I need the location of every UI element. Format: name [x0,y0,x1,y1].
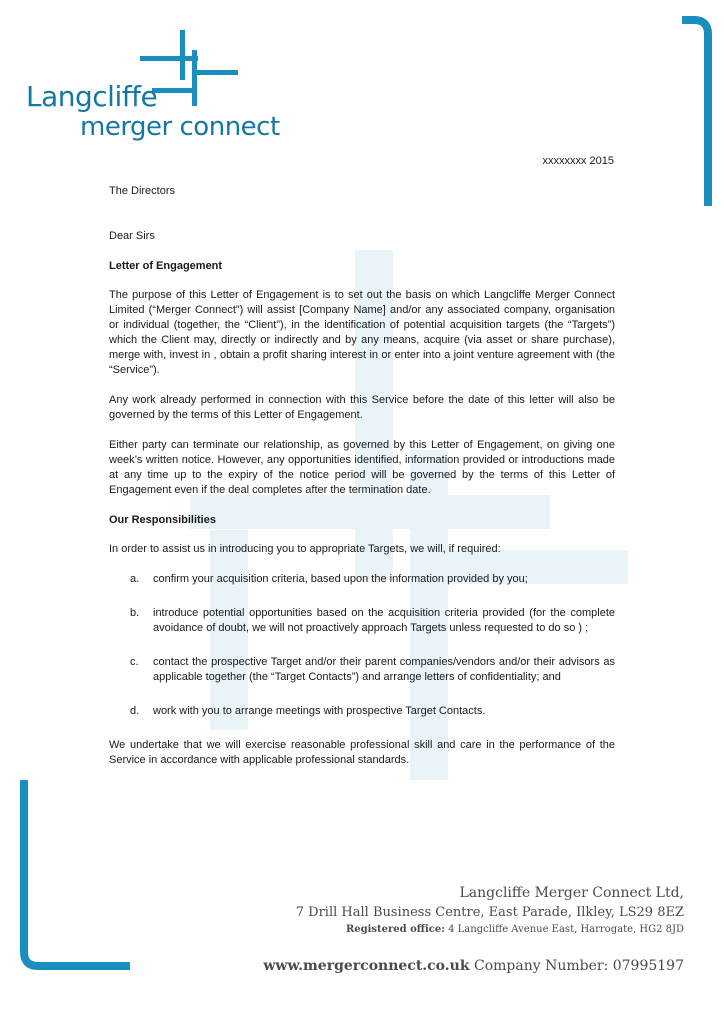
corner-bracket-top-right [682,16,712,206]
footer-registered-office [263,922,684,938]
list-item-text: introduce potential opportunities based on the acquisition criteria provided (for the complete avoidance of doubt, we will not proactively approach Targets unless requested to do so ) ; [153,607,615,634]
company-logo [22,30,292,148]
footer-company-number: Company Number: 07995197 [473,958,684,974]
letter-body [109,259,615,783]
responsibilities-list [109,572,615,719]
footer-address: 7 Drill Hall Business Centre, East Parade, Ilkley, LS29 8EZ [295,905,684,920]
footer-registered-address: 4 Langcliffe Avenue East, Harrogate, HG2 8JD [448,924,684,935]
letter-footer [263,884,684,976]
paragraph-purpose: The purpose of this Letter of Engagement is to set out the basis on which Langcliffe Merger Connect Limited (“Merger Connect”) will assist [Company Name] and/or any associated company, organisation or individual (together, the “Client”), in the identification of potential acquisition targets (the “Targets”) which the Client may, directly or indirectly and by any means, acquire (via asset or share purchase), merge with, invest in , obtain a profit sharing interest in or enter into a joint venture agreement with (the “Service”). [109,289,615,376]
corner-bracket-bottom-left [20,780,130,970]
list-marker: a. [130,573,140,585]
paragraph-prior-work: Any work already performed in connection with this Service before the date of this letter will also be governed by the terms of this Letter of Engagement. [109,394,615,421]
list-item-text: confirm your acquisition criteria, based upon the information provided by you; [153,573,528,585]
list-item [109,704,615,719]
letter-date: xxxxxxxx 2015 [542,155,614,167]
logo-text-merger-connect: merger connect [80,112,280,142]
paragraph-termination: Either party can terminate our relationship, as governed by this Letter of Engagement, on giving one week’s written notice. However, any opportunities identified, information provided or introductions made at any time up to the expiry of the notice period will be governed by the terms of this Letter of Engagement even if the deal completes after the termination date. [109,439,615,496]
responsibilities-intro: In order to assist us in introducing you to appropriate Targets, we will, if required: [109,543,501,555]
paragraph-closing: We undertake that we will exercise reasonable professional skill and care in the performance of the Service in accordance with applicable professional standards. [109,739,615,766]
footer-company-name: Langcliffe Merger Connect Ltd, [459,885,684,901]
list-item [109,655,615,685]
footer-contact-line [263,956,684,976]
addressee: The Directors [109,185,176,197]
list-marker: c. [130,656,139,668]
list-item-text: work with you to arrange meetings with prospective Target Contacts. [153,705,486,717]
list-item [109,572,615,587]
list-marker: d. [130,705,140,717]
list-marker: b. [130,607,140,619]
letter-title: Letter of Engagement [109,260,223,272]
footer-website-link[interactable]: www.mergerconnect.co.uk [263,958,470,974]
list-item [109,606,615,636]
logo-text-langcliffe: Langcliffe [26,80,158,113]
list-item-text: contact the prospective Target and/or their parent companies/vendors and/or their advisors as applicable together (the “Target Contacts”) and arrange letters of confidentiality; and [153,656,615,683]
responsibilities-heading: Our Responsibilities [109,514,216,526]
footer-registered-label: Registered office: [345,924,445,935]
salutation: Dear Sirs [109,230,155,242]
